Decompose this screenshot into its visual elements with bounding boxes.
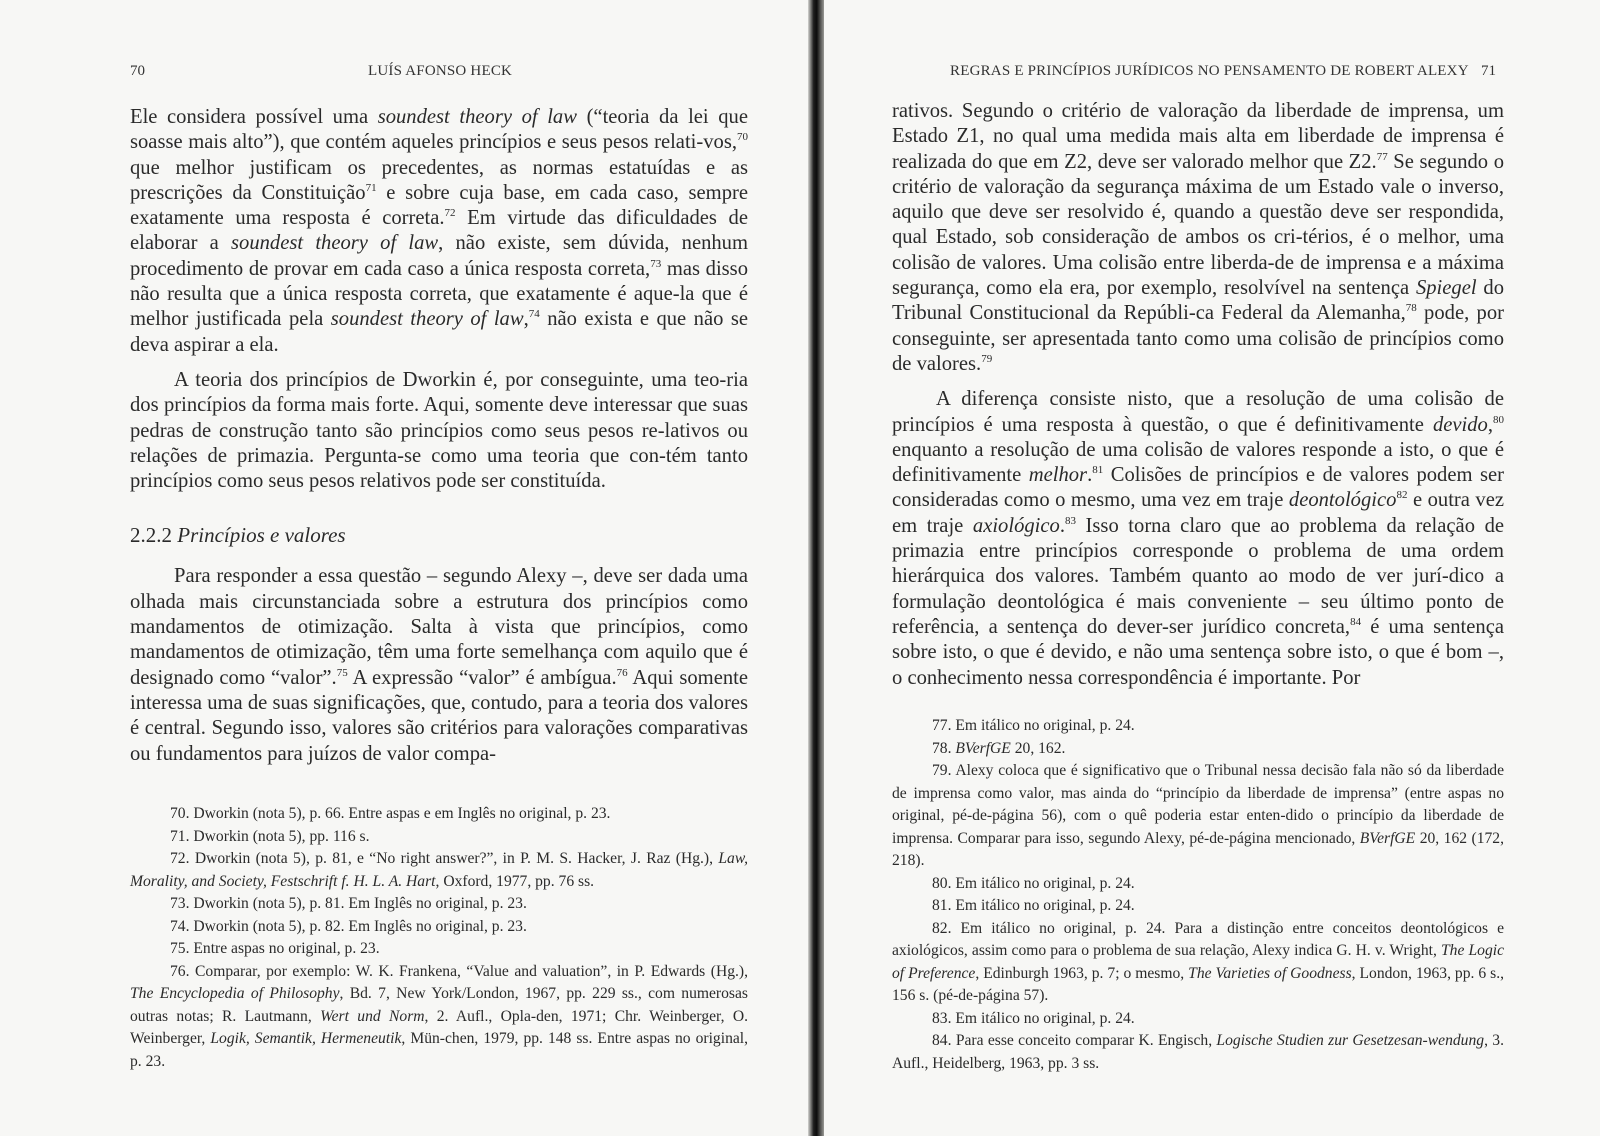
footnote-ref: 76 xyxy=(616,666,628,679)
footnote-ref: 74 xyxy=(528,308,540,321)
footnote-ref: 75 xyxy=(336,666,348,679)
footnote-ref: 70 xyxy=(737,131,748,144)
main-text xyxy=(892,99,1504,691)
footnote-ref: 77 xyxy=(1376,150,1388,163)
footnote-ref: 80 xyxy=(1493,413,1504,426)
footnote: 73. Dworkin (nota 5), p. 81. Em Inglês no original, p. 23. xyxy=(170,895,527,912)
footnote: 74. Dworkin (nota 5), p. 82. Em Inglês no original, p. 23. xyxy=(170,917,527,935)
footnote: 78. BVerfGE 20, 162. xyxy=(932,739,1066,757)
right-page xyxy=(824,0,1600,1136)
footnote-ref: 78 xyxy=(1405,302,1417,315)
running-head: LUÍS AFONSO HECK xyxy=(368,63,513,79)
page-number: 71 xyxy=(1481,63,1496,79)
footnote: 72. Dworkin (nota 5), p. 81, e “No right answer?”, in P. M. S. Hacker, J. Raz (Hg.), Law, Morality, and Society, Festschrift f. H. L. A. Hart, Oxford, 1977, pp. 76 ss. xyxy=(130,850,748,890)
book-gutter xyxy=(808,0,824,1136)
paragraph: A diferença consiste nisto, que a resolução de uma colisão de princípios é uma resposta à questão, o que é definitivamente devido,$^{80}$ enquanto a resolução de uma colisão de valores responde a isto, o que é definitivamente melhor.$^{81}$ Colisões de princípios e de valores podem ser consideradas como o mesmo, uma vez em traje deontológico$^{82}$ e outra vez em traje axiológico.$^{83}$ Isso torna claro que ao problema da relação de primazia entre princípios corresponde o problema de uma ordem hierárquica dos valores. Também quanto ao modo de ver jurí-dico a formulação deontológica é mais conveniente – seu último ponto de referência, a sentença do dever-ser jurídico concreta,$^{84}$ é uma sentença sobre isto, o que é devido, e não uma sentença sobre isto, o que é bom –, o conhecimento nessa correspondência é importante. Por xyxy=(892,388,1505,689)
footnote-ref: 81 xyxy=(1092,464,1104,477)
page-number: 70 xyxy=(130,63,145,79)
footnote-ref: 84 xyxy=(1350,616,1362,629)
footnote-ref: 73 xyxy=(650,257,662,270)
footnote-ref: 72 xyxy=(444,207,456,220)
footnote: 83. Em itálico no original, p. 24. xyxy=(932,1009,1135,1027)
footnote: 81. Em itálico no original, p. 24. xyxy=(932,897,1135,914)
footnote: 71. Dworkin (nota 5), pp. 116 s. xyxy=(170,827,370,845)
footnote: 70. Dworkin (nota 5), p. 66. Entre aspas e em Inglês no original, p. 23. xyxy=(170,805,611,822)
footnotes xyxy=(892,715,1504,1075)
footnote-ref: 82 xyxy=(1396,489,1408,502)
paragraph: A teoria dos princípios de Dworkin é, por conseguinte, uma teo-ria dos princípios da forma mais forte. Aqui, somente deve interessar que suas pedras de construção tanto são princípios como seus pesos re-lativos ou relações de primazia. Pergunta-se como uma teoria que con-tém tanto princípios como seus pesos relativos pode ser constituída. xyxy=(130,368,748,493)
footnote-ref: 71 xyxy=(365,182,377,195)
main-text xyxy=(130,105,748,767)
footnote: 84. Para esse conceito comparar K. Engisch, Logische Studien zur Gesetzesan-wendung, 3. Aufl., Heidelberg, 1963, pp. 3 ss. xyxy=(892,1032,1504,1072)
running-head: REGRAS E PRINCÍPIOS JURÍDICOS NO PENSAMENTO DE ROBERT ALEXY xyxy=(950,63,1469,79)
paragraph: rativos. Segundo o critério de valoração da liberdade de imprensa, um Estado Z1, no qual uma medida mais alta em liberdade de imprensa é realizada do que em Z2, deve ser valorado melhor que Z2.77 Se segundo o critério de valoração da segurança máxima de um Estado vale o inverso, aquilo que deve ser resolvido é, quando a questão deve ser respondida, qual Estado, sob consideração de ambos os cri-térios, é o melhor, uma colisão de valores. Uma colisão entre liberda-de de imprensa e a máxima segurança, como ela era, por exemplo, resolvível na sentença Spiegel do Tribunal Constitucional da Repúbli-ca Federal da Alemanha,$^{78}$ pode, por conseguinte, ser apresentada tanto como uma colisão de princípios como de valores.$^{79}$ xyxy=(892,100,1504,375)
footnote: 82. Em itálico no original, p. 24. Para a distinção entre conceitos deontológicos e axiológicos, assim como para o problema de sua relação, Alexy indica G. H. v. Wright, The Logic of Preference, Edinburgh 1963, p. 7; o mesmo, The Varieties of Goodness, London, 1963, pp. 6 s., 156 s. (pé-de-página 57). xyxy=(892,919,1505,1004)
footnote: 77. Em itálico no original, p. 24. xyxy=(932,717,1135,734)
footnote-ref: 79 xyxy=(981,353,993,366)
paragraph: Ele considera possível uma soundest theory of law (“teoria da lei que soasse mais alto”), que contém aqueles princípios e seus pesos relati-vos,$^{70}$ que melhor justificam os precedentes, as normas estatuídas e as prescrições da Constituição$^{71}$ e sobre cuja base, em cada caso, sempre exatamente uma resposta é correta.$^{72}$ Em virtude das dificuldades de elaborar a soundest theory of law, não existe, sem dúvida, nenhum procedimento de provar em cada caso a única resposta correta,$^{73}$ mas disso não resulta que a única resposta correta, que exatamente é aque-la que é melhor justificada pela soundest theory of law,$^{74}$ não exista e que não se deva aspirar a ela. xyxy=(130,106,748,356)
section-heading: 2.2.2 Princípios e valores xyxy=(130,523,346,548)
footnote: 76. Comparar, por exemplo: W. K. Frankena, “Value and valuation”, in P. Edwards (Hg.), The Encyclopedia of Philosophy, Bd. 7, New York/London, 1967, pp. 229 ss., com numerosas outras notas; R. Lautmann, Wert und Norm, 2. Aufl., Opla-den, 1971; Chr. Weinberger, O. Weinberger, Logik, Semantik, Hermeneutik, Mün-chen, 1979, pp. 148 ss. Entre aspas no original, p. 23. xyxy=(130,962,749,1070)
footnote: 75. Entre aspas no original, p. 23. xyxy=(170,940,380,957)
footnotes xyxy=(130,803,748,1073)
paragraph: Para responder a essa questão – segundo Alexy –, deve ser dada uma olhada mais circunstanciada sobre a estrutura dos princípios como mandamentos de otimização. Salta à vista que princípios, como mandamentos de otimização, têm uma forte semelhança com aquilo que é designado como “valor”.$^{75}$ A expressão “valor” é ambígua.$^{76}$ Aqui somente interessa uma de suas significações, que, contudo, para a teoria dos valores é central. Segundo isso, valores são critérios para valorações comparativas ou fundamentos para juízos de valor compa- xyxy=(130,565,749,765)
footnote: 80. Em itálico no original, p. 24. xyxy=(932,874,1135,892)
footnote: 79. Alexy coloca que é significativo que o Tribunal nessa decisão fala não só da liberdade de imprensa como valor, mas ainda do “princípio da liberdade de imprensa” (entre aspas no original, pé-de-página 56), com o quê poderia estar enten-dido o princípio da liberdade de imprensa. Comparar para isso, segundo Alexy, pé-de-página mencionado, BVerfGE 20, 162 (172, 218). xyxy=(892,762,1504,869)
footnote-ref: 83 xyxy=(1064,514,1076,527)
